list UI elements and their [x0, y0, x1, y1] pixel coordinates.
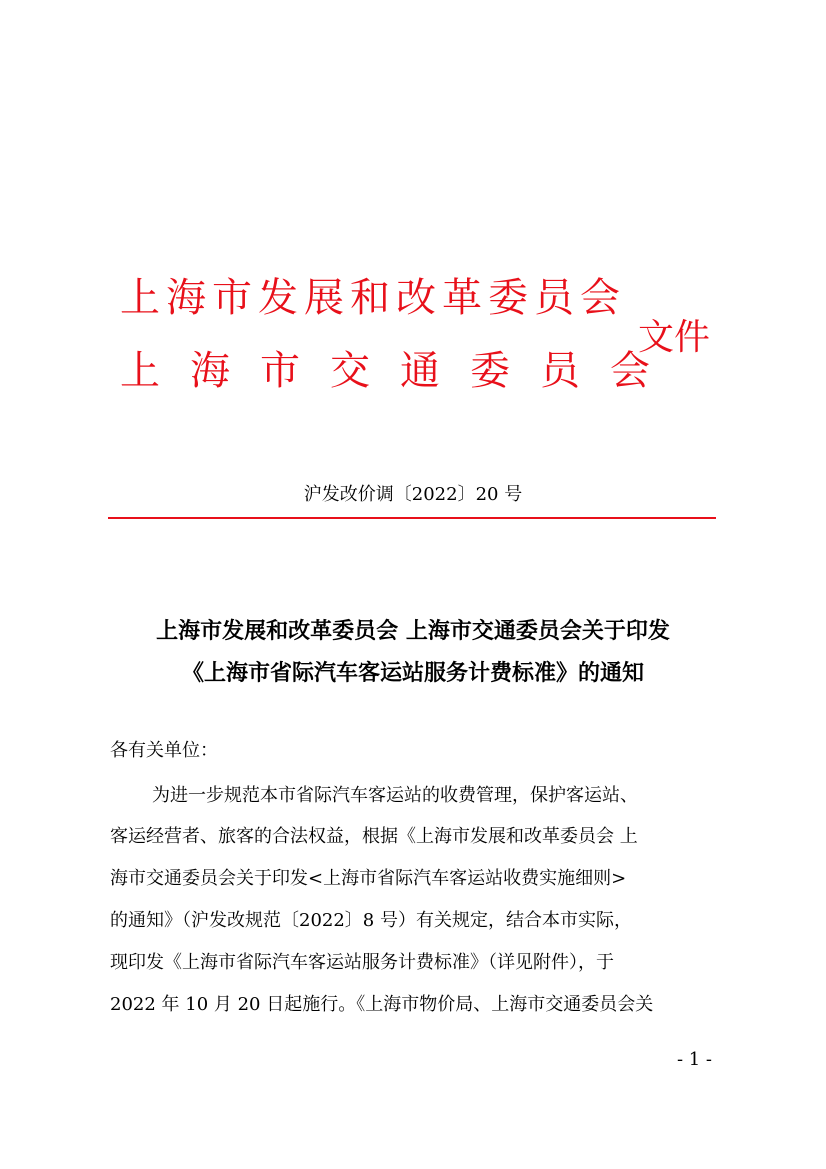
issuer-name-ndrc: 上海市发展和改革委员会 — [120, 275, 626, 321]
body-line: 现印发《上海市省际汽车客运站服务计费标准》（详见附件），于 — [110, 952, 614, 973]
body-line: 为进一步规范本市省际汽车客运站的收费管理，保护客运站、 — [152, 785, 638, 806]
page-number: - 1 - — [676, 1049, 712, 1070]
document-header-suffix: 文件 — [638, 317, 711, 358]
body-line: 客运经营者、旅客的合法权益，根据《上海市发展和改革委员会 上 — [110, 826, 638, 847]
document-number: 沪发改价调〔2022〕20 号 — [303, 484, 523, 505]
document-title-line-2: 《上海市省际汽车客运站服务计费标准》的通知 — [181, 661, 644, 686]
document-title-line-1: 上海市发展和改革委员会 上海市交通委员会关于印发 — [156, 619, 670, 644]
header-divider — [108, 517, 716, 519]
issuer-name-transport: 上海市交通委员会 — [120, 348, 680, 394]
body-line: 海市交通委员会关于印发<上海市省际汽车客运站收费实施细则> — [110, 868, 627, 889]
salutation: 各有关单位： — [110, 740, 218, 761]
body-line: 2022 年 10 月 20 日起施行。《上海市物价局、上海市交通委员会关 — [110, 994, 654, 1015]
body-line: 的通知》（沪发改规范〔2022〕8 号）有关规定，结合本市实际， — [110, 910, 632, 931]
